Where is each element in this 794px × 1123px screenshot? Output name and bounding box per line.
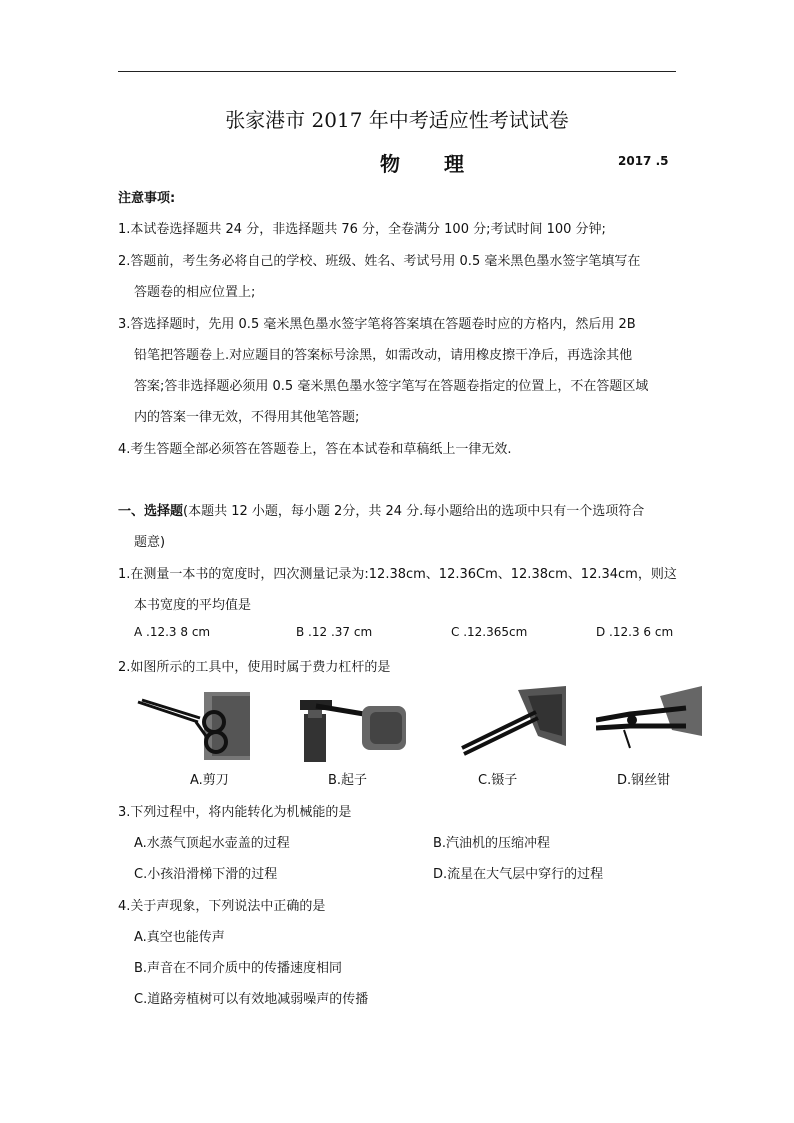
- subject-title: [380, 148, 466, 177]
- question-1: 1.在测量一本书的宽度时，四次测量记录为:12.38cm、12.36Cm、12.38cm、12.34cm，则这: [118, 567, 677, 582]
- scissors-image: [134, 686, 252, 762]
- q4-option-a: A.真空也能传声: [134, 930, 225, 945]
- exam-title: 张家港市 2017 年中考适应性考试试卷: [225, 108, 569, 132]
- header-rule: [118, 71, 676, 72]
- q1-option-a: A .12.3 8 cm: [134, 625, 211, 639]
- note-4: 4.考生答题全部必须答在答题卷上，答在本试卷和草稿纸上一律无效.: [118, 442, 512, 457]
- subject-char-2: 理: [444, 152, 466, 176]
- section-1-prefix: 一、: [118, 504, 145, 519]
- note-3-cont-2: 答案;答非选择题必须用 0.5 毫米黑色墨水签字笔写在答题卷指定的位置上，不在答题区域: [134, 379, 649, 394]
- q2-caption-b: B.起子: [328, 773, 368, 788]
- q3-option-b: B.汽油机的压缩冲程: [433, 836, 551, 851]
- note-3-cont-3: 内的答案一律无效，不得用其他笔答题;: [134, 410, 360, 425]
- note-3-cont-1: 铅笔把答题卷上.对应题目的答案标号涂黑，如需改动，请用橡皮擦干净后，再选涂其他: [134, 348, 633, 363]
- q1-option-b: B .12 .37 cm: [296, 625, 373, 639]
- q1-option-c: C .12.365cm: [451, 625, 528, 639]
- section-1-desc-cont: 题意): [134, 535, 166, 550]
- q4-option-c: C.道路旁植树可以有效地减弱噪声的传播: [134, 992, 369, 1007]
- q3-option-c: C.小孩沿滑梯下滑的过程: [134, 867, 278, 882]
- note-2: 2.答题前，考生务必将自己的学校、班级、姓名、考试号用 0.5 毫米黑色墨水签字笔填写在: [118, 254, 641, 269]
- q2-caption-c: C.镊子: [478, 773, 518, 788]
- tweezers-image: [458, 686, 566, 762]
- question-1-cont: 本书宽度的平均值是: [134, 598, 252, 613]
- note-3: 3.答选择题时，先用 0.5 毫米黑色墨水签字笔将答案填在答题卷时应的方格内，然后用 2B: [118, 317, 636, 332]
- q2-caption-d: D.钢丝钳: [617, 773, 671, 788]
- question-4: 4.关于声现象，下列说法中正确的是: [118, 899, 326, 914]
- q3-option-a: A.水蒸气顶起水壶盖的过程: [134, 836, 290, 851]
- q1-option-d: D .12.3 6 cm: [596, 625, 674, 639]
- subject-char-1: 物: [380, 152, 402, 176]
- note-2-cont: 答题卷的相应位置上;: [134, 285, 256, 300]
- question-3: 3.下列过程中，将内能转化为机械能的是: [118, 805, 352, 820]
- question-2: 2.如图所示的工具中，使用时属于费力杠杆的是: [118, 660, 391, 675]
- wire-pliers-image: [596, 686, 702, 762]
- q2-caption-a: A.剪刀: [190, 773, 229, 788]
- notes-heading: 注意事项:: [118, 191, 176, 206]
- bottle-opener-image: [296, 686, 408, 762]
- section-1-desc: (本题共 12 小题，每小题 2分，共 24 分.每小题给出的选项中只有一个选项符合: [183, 504, 645, 519]
- q3-option-d: D.流星在大气层中穿行的过程: [433, 867, 604, 882]
- section-1-heading: [118, 500, 644, 519]
- exam-date: 2017 .5: [618, 154, 669, 168]
- note-1: 1.本试卷选择题共 24 分，非选择题共 76 分，全卷满分 100 分;考试时间 100 分钟;: [118, 222, 606, 237]
- q4-option-b: B.声音在不同介质中的传播速度相同: [134, 961, 343, 976]
- section-1-label: 选择题: [144, 504, 184, 519]
